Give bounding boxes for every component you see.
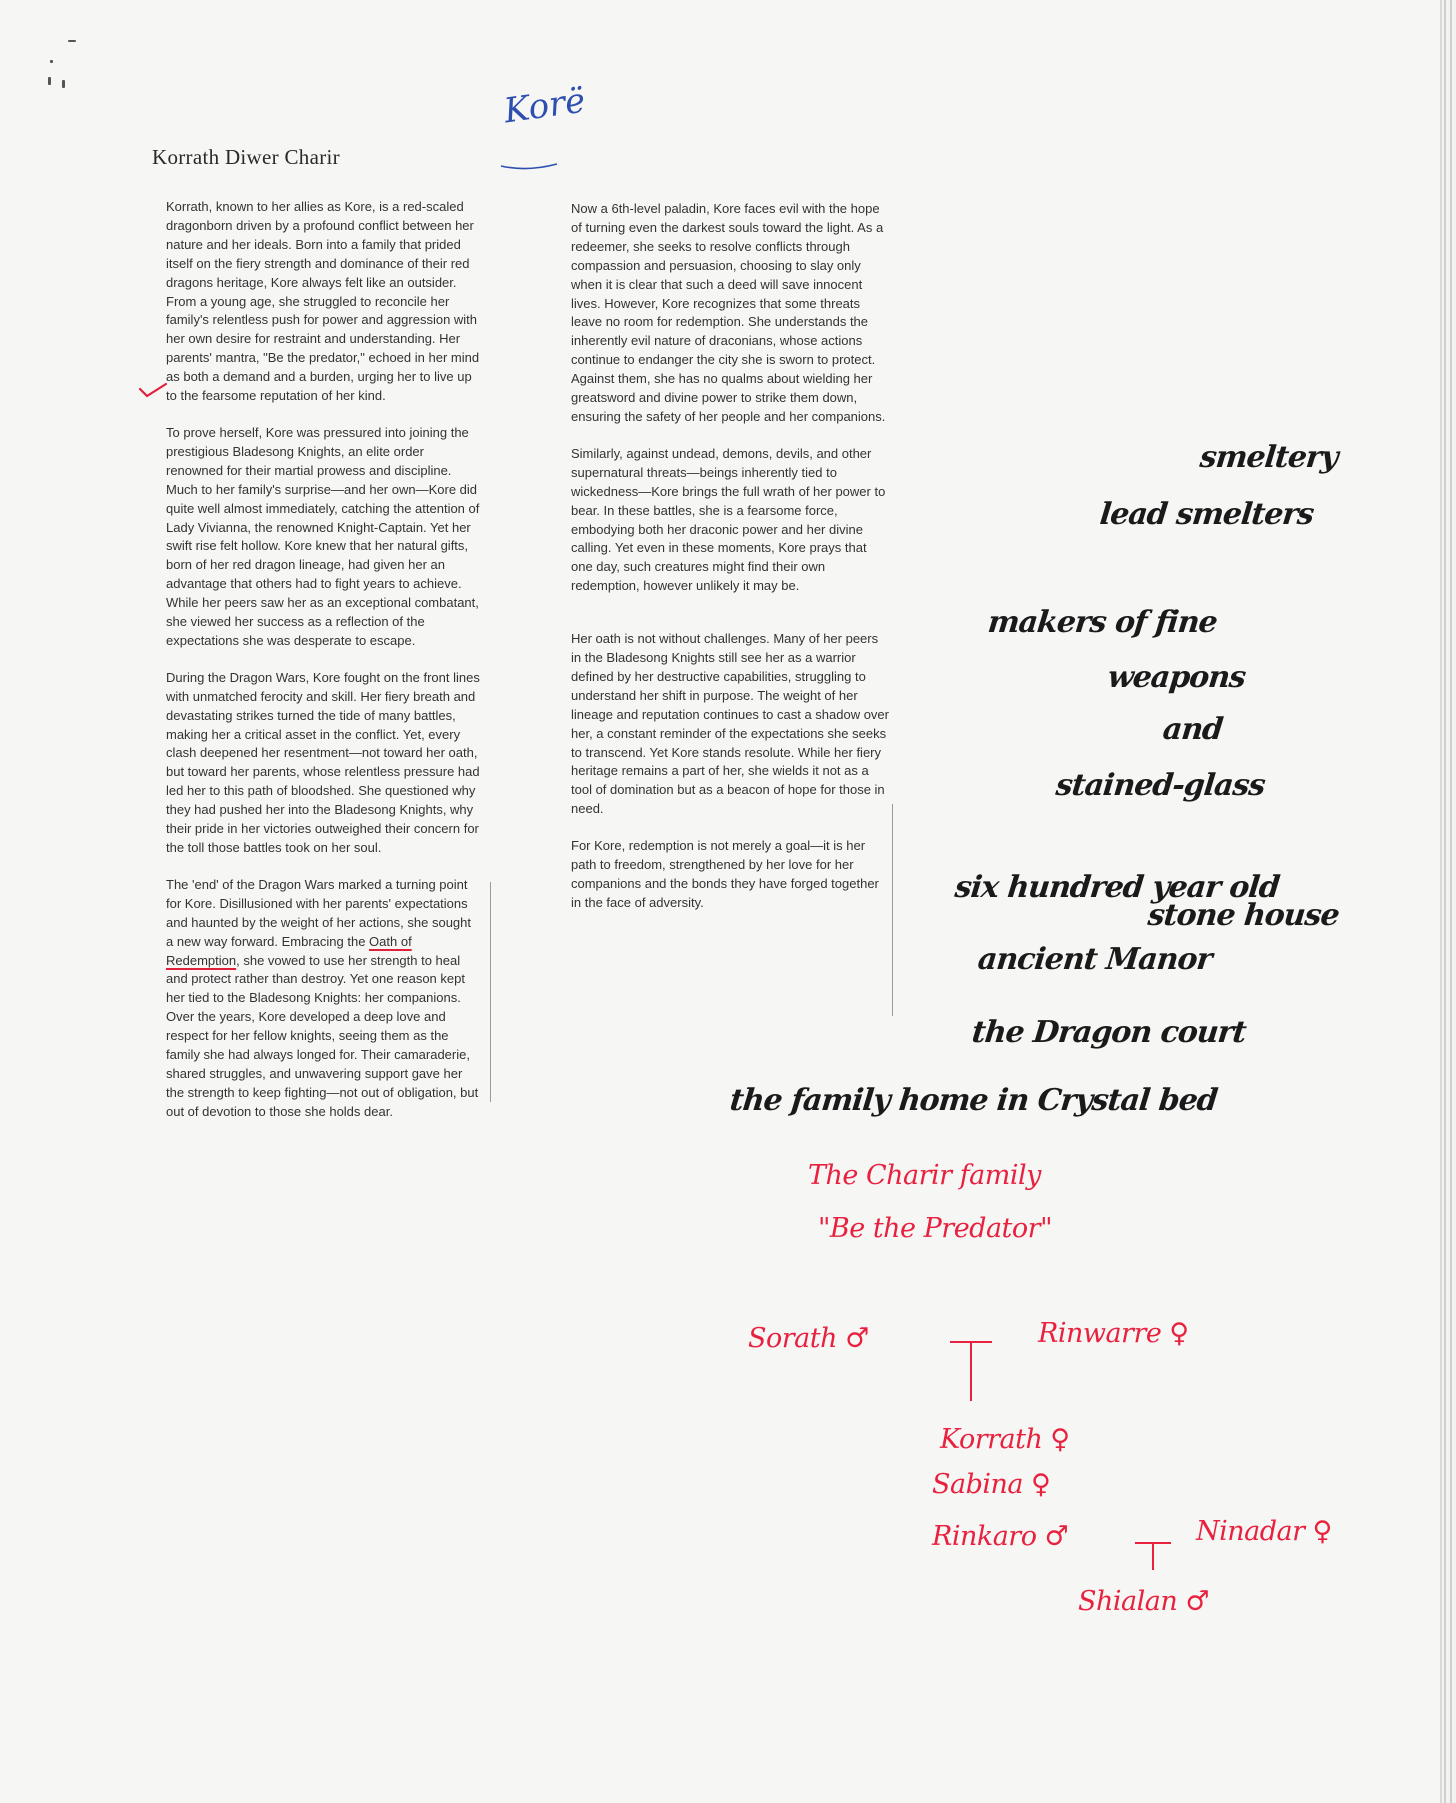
paragraph-text: The 'end' of the Dragon Wars marked a turning point for Kore. Disillusioned with her parents' expectations and haunted by the weight of her actions, she sought a new way forward. Embracing the <box>166 876 471 949</box>
left-text-column <box>166 198 480 1140</box>
handwritten-note: the family home in Crystal bed <box>728 1083 1219 1118</box>
scan-speck <box>68 40 76 42</box>
family-motto-note: "Be the Predator" <box>818 1213 1052 1244</box>
right-text-column <box>571 200 889 931</box>
child-name: Sabina ♀ <box>932 1469 1051 1500</box>
family-name-note: The Charir family <box>808 1160 1041 1191</box>
handwritten-note: makers of fine <box>986 605 1219 640</box>
handwritten-note: the Dragon court <box>970 1015 1248 1050</box>
spouse-name: Ninadar ♀ <box>1196 1516 1332 1547</box>
red-checkmark-icon <box>138 381 168 401</box>
paper-edge <box>1444 0 1446 1803</box>
paragraph: Now a 6th-level paladin, Kore faces evil with the hope of turning even the darkest souls toward the light. As a redeemer, she seeks to resolve conflicts through compassion and persuasion, choosing to slay only when it is clear that such a deed will save innocent lives. However, Kore recognizes that some threats leave no room for redemption. She understands the inherently evil nature of draconians, whose actions continue to endanger the city she is sworn to protect. Against them, she has no qualms about wielding her greatsword and divine power to strike them down, ensuring the safety of her people and her companions. <box>571 201 886 424</box>
blue-pen-stroke <box>497 150 567 174</box>
handwritten-note: and <box>1161 712 1225 747</box>
margin-pencil-line <box>490 882 491 1102</box>
scan-speck <box>48 77 51 85</box>
paragraph: Her oath is not without challenges. Many of her peers in the Bladesong Knights still see her as a warrior defined by her destructive capabilities, struggling to understand her shift in purpose. The weight of her lineage and reputation continues to cast a shadow over her, a constant reminder of the expectations she seeks to transcend. Yet Kore stands resolute. While her fiery heritage remains a part of her, she wields it not as a tool of domination but as a beacon of hope for those in need. <box>571 631 889 817</box>
paragraph: Similarly, against undead, demons, devils, and other supernatural threats—beings inherently tied to wickedness—Kore brings the full wrath of her power to bear. In these battles, she is a fearsome force, embodying both her draconic power and her divine calling. Yet even in these moments, Kore prays that one day, such creatures might find their own redemption, however unlikely it may be. <box>571 445 886 594</box>
scan-speck <box>62 80 65 88</box>
father-name: Sorath ♂ <box>748 1323 869 1354</box>
paragraph: Korrath, known to her allies as Kore, is a red-scaled dragonborn driven by a profound conflict between her nature and her ideals. Born into a family that prided itself on the fiery strength and dominance of their red dragons heritage, Kore always felt like an outsider. From a young age, she struggled to reconcile her family's relentless push for power and aggression with her own desire for restraint and understanding. Her parents' mantra, "Be the predator," echoed in her mind as both a demand and a burden, urging her to live up to the fearsome reputation of her kind. <box>166 199 480 404</box>
handwritten-note: ancient Manor <box>976 942 1214 977</box>
handwritten-note: stained-glass <box>1054 768 1267 803</box>
grandchild-name: Shialan ♂ <box>1078 1586 1210 1617</box>
handwritten-note: lead smelters <box>1098 497 1315 532</box>
paragraph: For Kore, redemption is not merely a goal—it is her path to freedom, strengthened by her love for her companions and the bonds they have forged together in the face of adversity. <box>571 838 879 910</box>
family-tree-link <box>970 1341 972 1401</box>
page-title: Korrath Diwer Charir <box>152 145 340 169</box>
paragraph-text: , she vowed to use her strength to heal and protect rather than destroy. Yet one reason kept her tied to the Bladesong Knights: her companions. Over the years, Kore developed a deep love and respect for her fellow knights, seeing them as the family she had always longed for. Their camaraderie, shared struggles, and unwavering support gave her the strength to keep fighting—not out of obligation, but out of devotion to those she holds dear. <box>166 952 479 1119</box>
handwritten-name-blue: Korë <box>501 80 588 132</box>
handwritten-note: smeltery <box>1198 440 1340 475</box>
scan-speck <box>50 60 53 63</box>
underlined-oath-text: Oath of Redemption <box>166 933 412 968</box>
family-tree-link <box>1152 1542 1154 1570</box>
paragraph: During the Dragon Wars, Kore fought on the front lines with unmatched ferocity and skill. Her fiery breath and devastating strikes turned the tide of many battles, making her a critical asset in the conflict. Yet, every clash deepened her resentment—not toward her oath, but toward her parents, whose relentless pressure had led her to this path of bloodshed. She questioned why they had pushed her into the Bladesong Knights, why their pride in her victories outweighed their concern for the toll those battles took on her soul. <box>166 669 480 855</box>
handwritten-note: weapons <box>1106 660 1247 695</box>
paper-edge <box>1450 0 1452 1803</box>
child-name: Korrath ♀ <box>940 1424 1070 1455</box>
child-name: Rinkaro ♂ <box>932 1521 1069 1552</box>
margin-pencil-line <box>892 804 893 1016</box>
mother-name: Rinwarre ♀ <box>1038 1318 1189 1349</box>
paragraph: To prove herself, Kore was pressured into joining the prestigious Bladesong Knights, an elite order renowned for their martial prowess and discipline. Much to her family's surprise—and her own—Kore did quite well almost immediately, catching the attention of Lady Vivianna, the renowned Knight-Captain. Yet her swift rise felt hollow. Kore knew that her natural gifts, born of her red dragon lineage, had given her an advantage that others had to fight years to achieve. While her peers saw her as an exceptional combatant, she viewed her success as a reflection of the expectations she was desperate to escape. <box>166 424 480 648</box>
handwritten-note: stone house <box>1146 898 1341 933</box>
handwritten-note: six hundred year old <box>953 870 1281 905</box>
paragraph <box>166 876 480 1122</box>
